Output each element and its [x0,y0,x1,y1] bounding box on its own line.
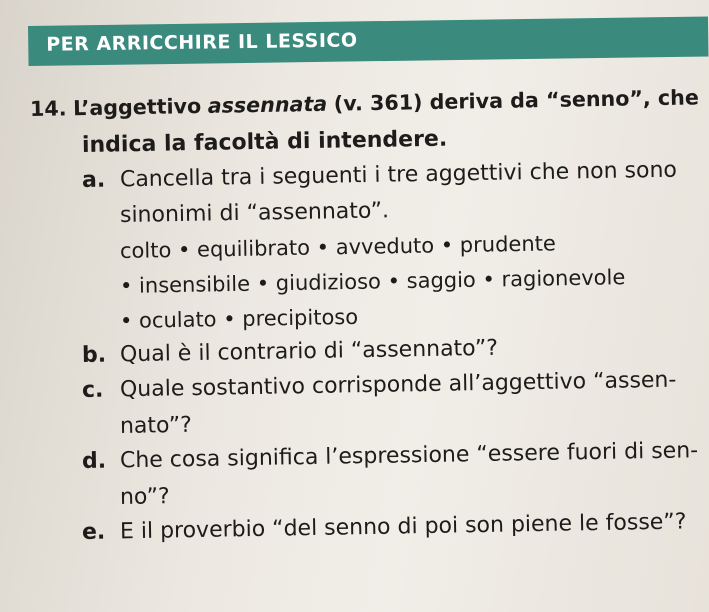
word-list-line-1: colto • equilibrato • avveduto • prudente [119,231,557,263]
item-b-line-1 [82,336,498,369]
intro-keyword: assennata [207,91,328,118]
item-a-line-1 [82,158,677,194]
item-b-text-1: Qual è il contrario di “assennato”? [119,335,499,368]
item-c-label: c. [81,377,104,403]
word-list-line-3: • oculato • precipitoso [119,304,359,333]
item-d-line-1 [82,438,699,475]
item-a-label: a. [81,167,106,193]
item-a-text-1: Cancella tra i seguenti i tre aggettivi che non sono [119,157,678,193]
item-e-label: e. [81,519,106,545]
section-header-title: PER ARRICCHIRE IL LESSICO [46,29,358,56]
item-c-line-2: nato”? [119,412,193,439]
item-e-text-1: E il proverbio “del senno di poi son piene le fosse”? [119,509,687,545]
item-c-text-1: Quale sostantivo corrisponde all’aggettivo “assen- [119,367,677,403]
intro-text-part1: L’aggettivo [72,94,202,121]
item-c-line-1 [82,368,677,404]
item-d-text-1: Che cosa significa l’espressione “essere fuori di sen- [119,438,699,474]
item-d-label: d. [81,448,107,474]
intro-text-part2: (v. 361) deriva da “senno”, che [333,85,700,116]
item-e-line-1 [82,509,687,546]
item-b-label: b. [81,342,107,368]
item-a-line-2: sinonimi di “assennato”. [119,198,390,228]
exercise-number: 14. [29,96,67,121]
exercise-intro-line-1 [30,84,699,122]
item-d-line-2: no”? [119,484,170,510]
word-list-line-2: • insensibile • giudizioso • saggio • ragionevole [119,265,626,298]
exercise-intro-line-2: indica la facoltà di intendere. [81,126,448,158]
